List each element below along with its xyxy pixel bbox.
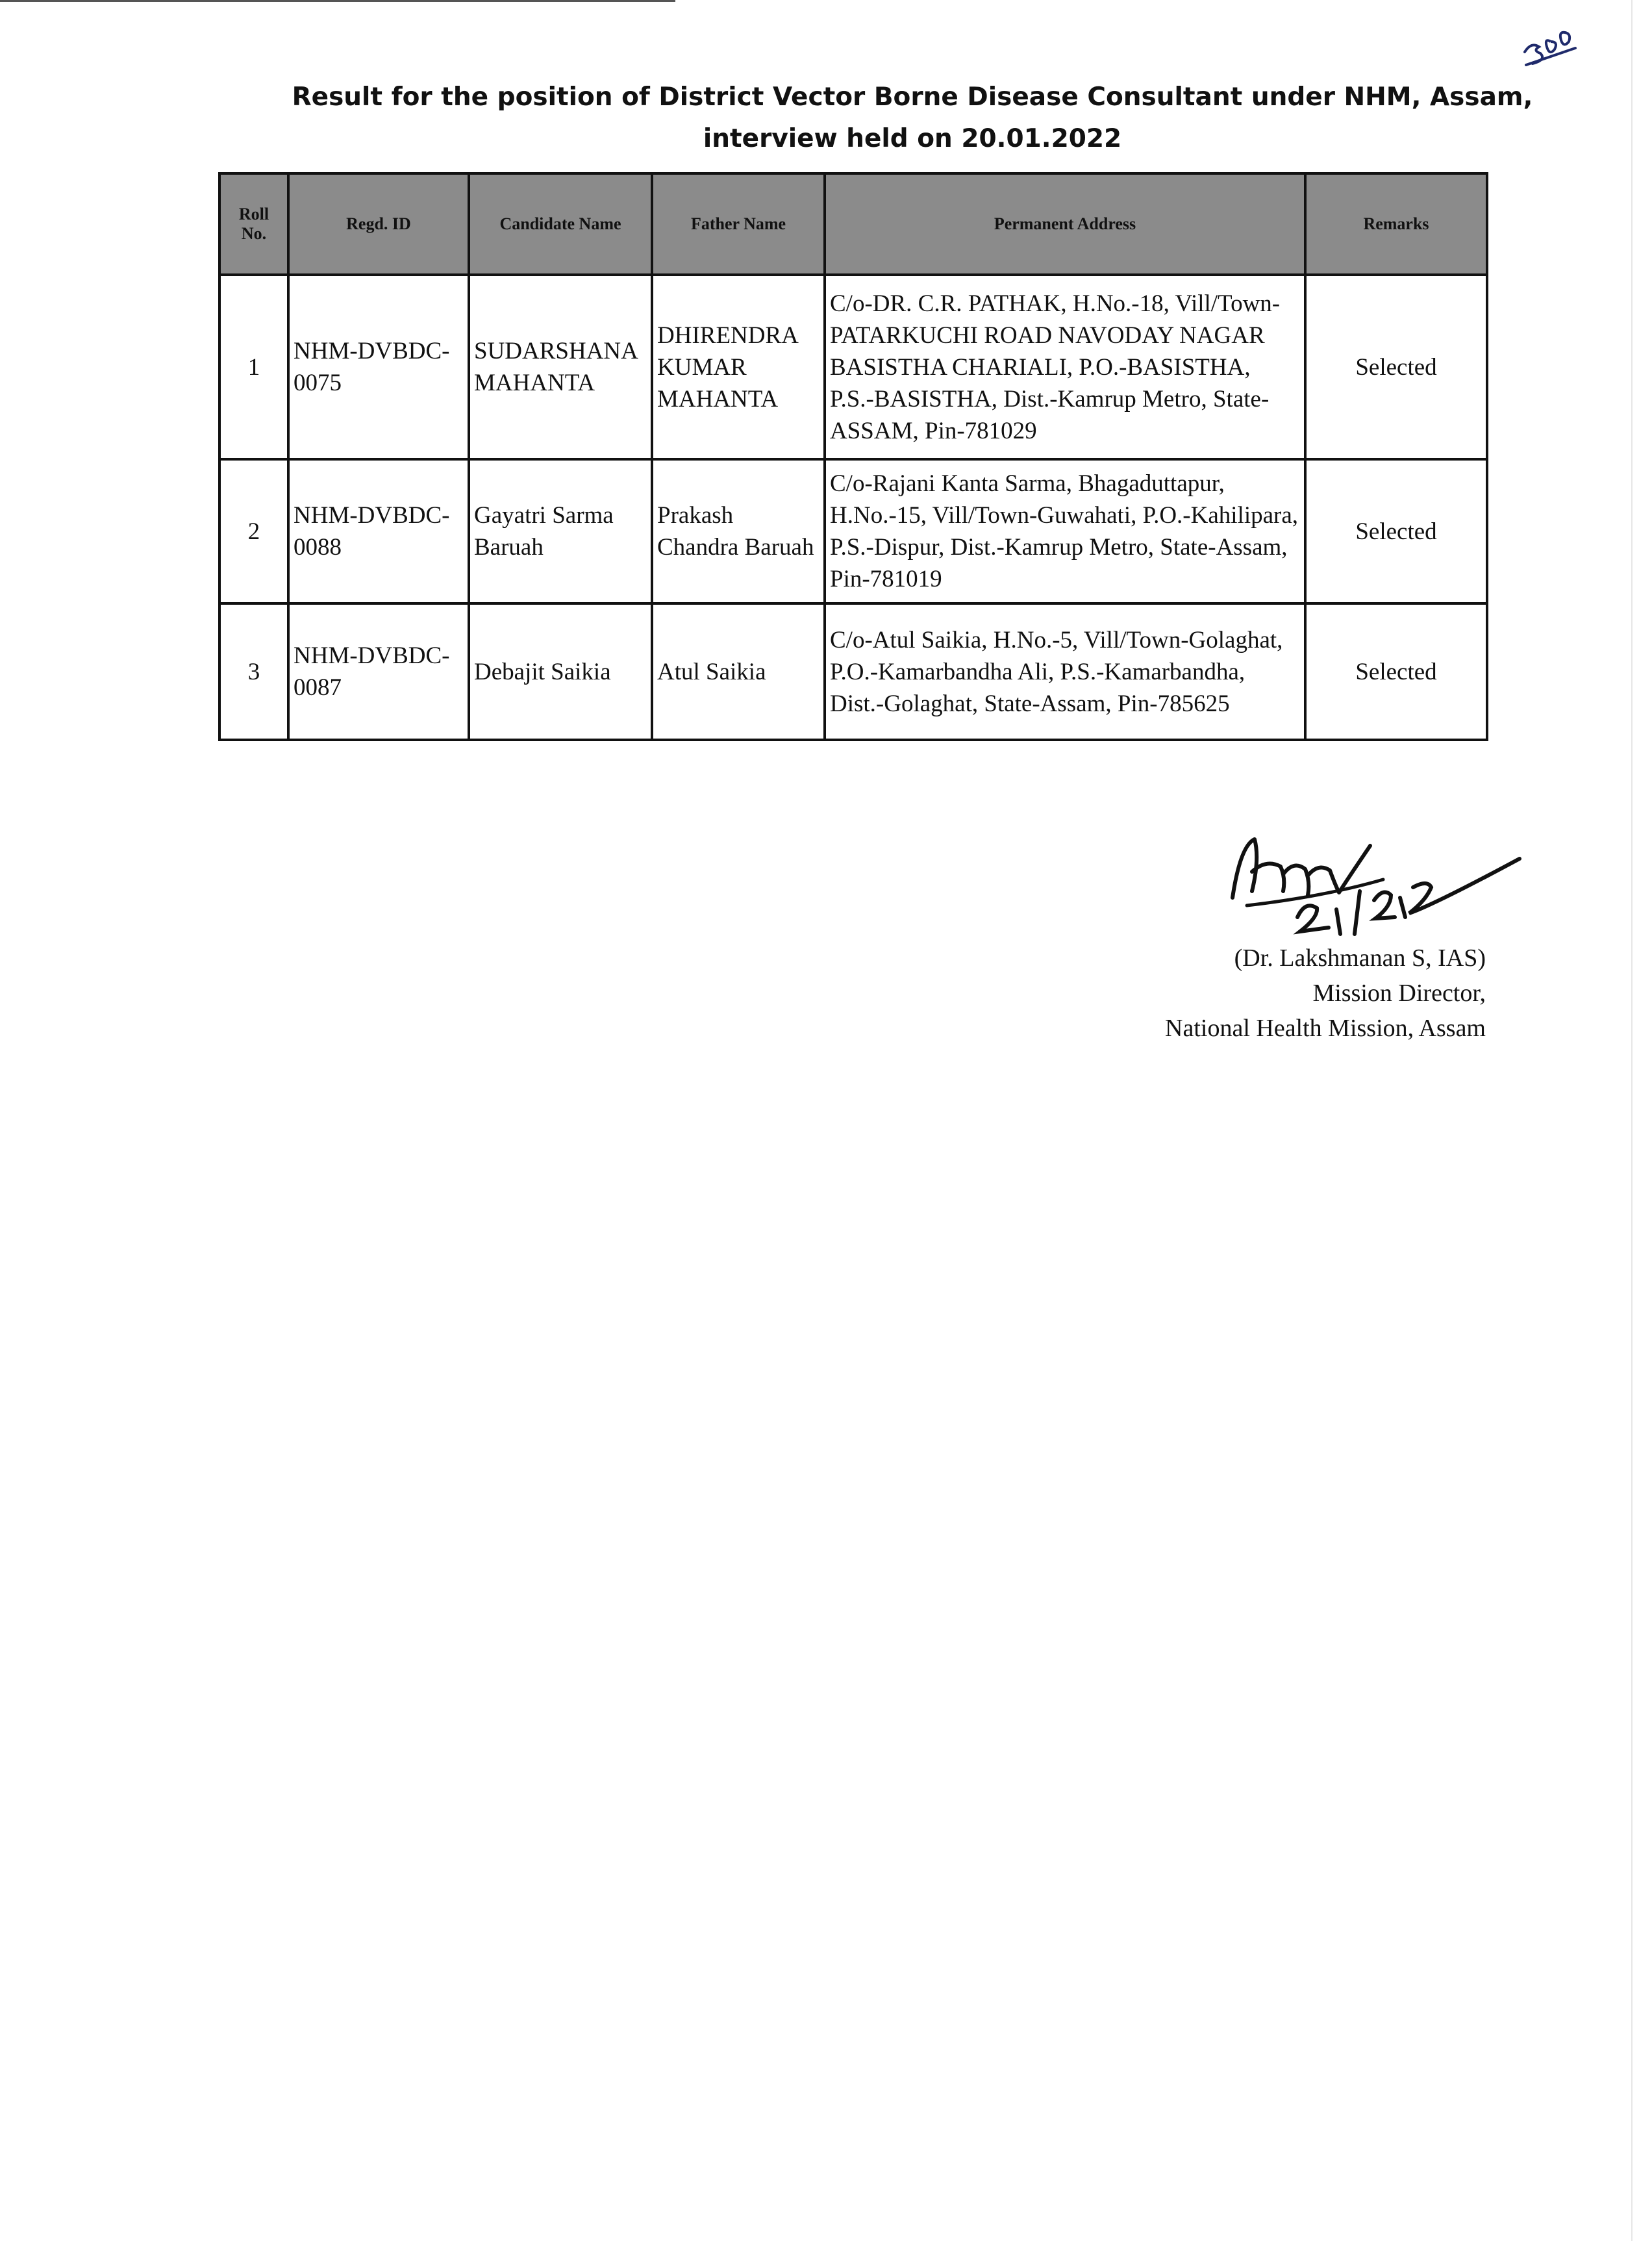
cell-permanent-address: C/o-DR. C.R. PATHAK, H.No.-18, Vill/Town-PATARKUCHI ROAD NAVODAY NAGAR BASISTHA CHARIALI, P.O.-BASISTHA, P.S.-BASISTHA, Dist.-Kamrup Metro, State-ASSAM, Pin-781029 [825, 275, 1305, 459]
cell-candidate-name: SUDARSHANA MAHANTA [469, 275, 652, 459]
cell-regd-id: NHM-DVBDC-0088 [288, 459, 469, 603]
header-remarks: Remarks [1305, 173, 1487, 275]
signatory-organization: National Health Mission, Assam [1165, 1015, 1486, 1042]
cell-regd-id: NHM-DVBDC-0075 [288, 275, 469, 459]
cell-candidate-name: Debajit Saikia [469, 603, 652, 740]
table-row [219, 459, 1487, 603]
cell-remarks: Selected [1305, 459, 1487, 603]
cell-father-name: Prakash Chandra Baruah [652, 459, 825, 603]
cell-regd-id: NHM-DVBDC-0087 [288, 603, 469, 740]
table-row [219, 275, 1487, 459]
table-header-row [219, 173, 1487, 275]
page-title: Result for the position of District Vector Borne Disease Consultant under NHM, Assam, interview held on 20.01.2022 [292, 82, 1533, 153]
cell-roll-no: 1 [219, 275, 288, 459]
header-father-name: Father Name [652, 173, 825, 275]
handwritten-signature [1221, 820, 1533, 937]
cell-father-name: DHIRENDRA KUMAR MAHANTA [652, 275, 825, 459]
signatory-designation: Mission Director, [1312, 980, 1486, 1007]
header-permanent-address: Permanent Address [825, 173, 1305, 275]
cell-roll-no: 3 [219, 603, 288, 740]
scan-right-edge [1631, 0, 1633, 2241]
header-candidate-name: Candidate Name [469, 173, 652, 275]
header-roll-no: Roll No. [219, 173, 288, 275]
results-table [218, 172, 1488, 741]
handwritten-page-mark [1513, 13, 1584, 71]
cell-permanent-address: C/o-Atul Saikia, H.No.-5, Vill/Town-Golaghat, P.O.-Kamarbandha Ali, P.S.-Kamarbandha, Dist.-Golaghat, State-Assam, Pin-785625 [825, 603, 1305, 740]
table-row [219, 603, 1487, 740]
cell-remarks: Selected [1305, 603, 1487, 740]
cell-father-name: Atul Saikia [652, 603, 825, 740]
cell-roll-no: 2 [219, 459, 288, 603]
header-regd-id: Regd. ID [288, 173, 469, 275]
cell-permanent-address: C/o-Rajani Kanta Sarma, Bhagaduttapur, H.No.-15, Vill/Town-Guwahati, P.O.-Kahilipara, P.S.-Dispur, Dist.-Kamrup Metro, State-Assam, Pin-781019 [825, 459, 1305, 603]
signatory-name: (Dr. Lakshmanan S, IAS) [1234, 944, 1486, 972]
cell-remarks: Selected [1305, 275, 1487, 459]
signatory-block [1039, 941, 1486, 1046]
cell-candidate-name: Gayatri Sarma Baruah [469, 459, 652, 603]
scan-top-rule [0, 0, 675, 2]
